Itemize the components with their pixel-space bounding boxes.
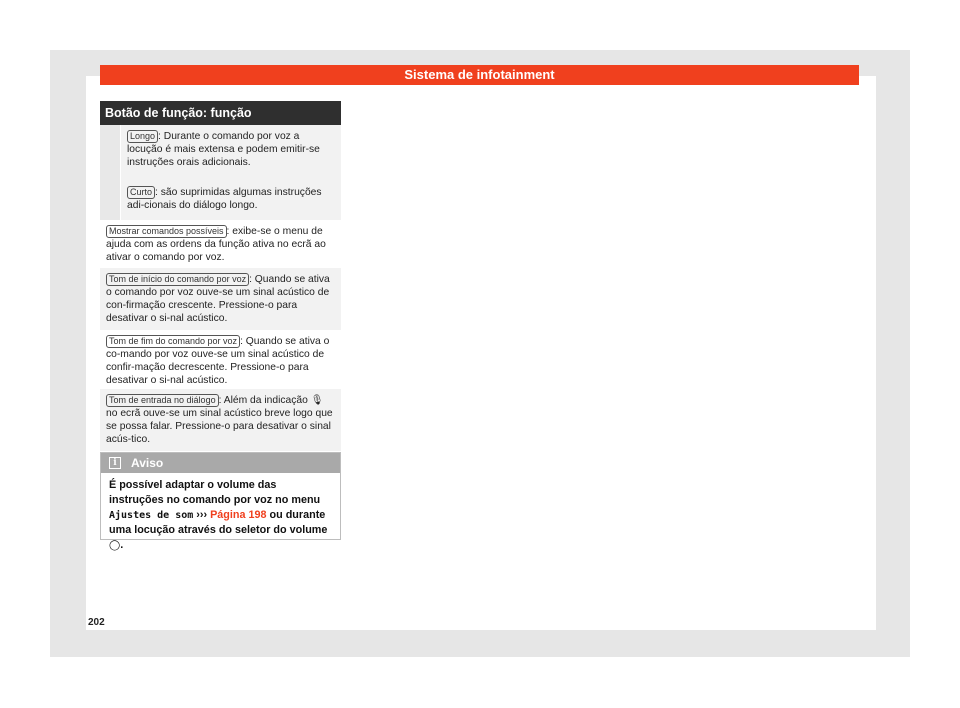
table-row xyxy=(100,220,341,268)
function-key-show-commands[interactable]: Mostrar comandos possíveis xyxy=(106,225,227,238)
row-text: : Quando se ativa o comando por voz ouve-se um sinal acústico de con-firmação crescente. Pressione-o para desativar o si-nal acústico. xyxy=(106,274,330,324)
note-text: É possível adaptar o volume das instruções no comando por voz no menu Ajustes de som ››› Página 198 ou durante uma locução através do seletor do volume ◯. xyxy=(109,479,328,551)
table-row xyxy=(100,389,341,451)
page-link[interactable]: Página 198 xyxy=(210,509,267,521)
menu-path: Ajustes de som xyxy=(109,510,194,521)
table-header: Botão de função: função xyxy=(100,101,341,125)
table-row xyxy=(100,125,341,181)
function-key-start-tone[interactable]: Tom de início do comando por voz xyxy=(106,273,249,286)
section-header xyxy=(100,65,859,85)
row-text: : Quando se ativa o co-mando por voz ouve-se um sinal acústico de confir-mação decrescente. Pressione-o para desativar o si-nal acústico. xyxy=(106,336,330,386)
table-row xyxy=(100,330,341,389)
microphone-icon: 🎙 xyxy=(310,395,324,406)
row-text: : são suprimidas algumas instruções adi-cionais do diálogo longo. xyxy=(127,187,322,211)
row-text: no ecrã ouve-se um sinal acústico breve logo que se possa falar. Pressione-o para desativar o sinal acús-tico. xyxy=(106,408,333,445)
page-number: 202 xyxy=(88,617,105,628)
info-icon: i xyxy=(109,457,121,469)
arrows: ››› xyxy=(196,509,208,521)
note-header xyxy=(101,453,340,473)
table-row xyxy=(100,181,341,220)
section-title: Sistema de infotainment xyxy=(404,67,555,82)
row-text: : Além da indicação xyxy=(218,395,308,406)
note-title: Aviso xyxy=(131,456,164,470)
row-text: : Durante o comando por voz a locução é mais extensa e podem emitir-se instruções orais adicionais. xyxy=(127,131,320,168)
function-key-end-tone[interactable]: Tom de fim do comando por voz xyxy=(106,335,240,348)
table-row xyxy=(100,268,341,330)
volume-knob-icon: ◯ xyxy=(109,540,121,551)
function-key-dialog-tone[interactable]: Tom de entrada no diálogo xyxy=(106,394,219,407)
function-table xyxy=(100,101,341,451)
note-box xyxy=(100,452,341,551)
function-key-curto[interactable]: Curto xyxy=(127,186,155,199)
function-key-longo[interactable]: Longo xyxy=(127,130,158,143)
row-text: : exibe-se o menu de ajuda com as ordens da função ativa no ecrã ao ativar o comando por voz. xyxy=(106,226,326,263)
